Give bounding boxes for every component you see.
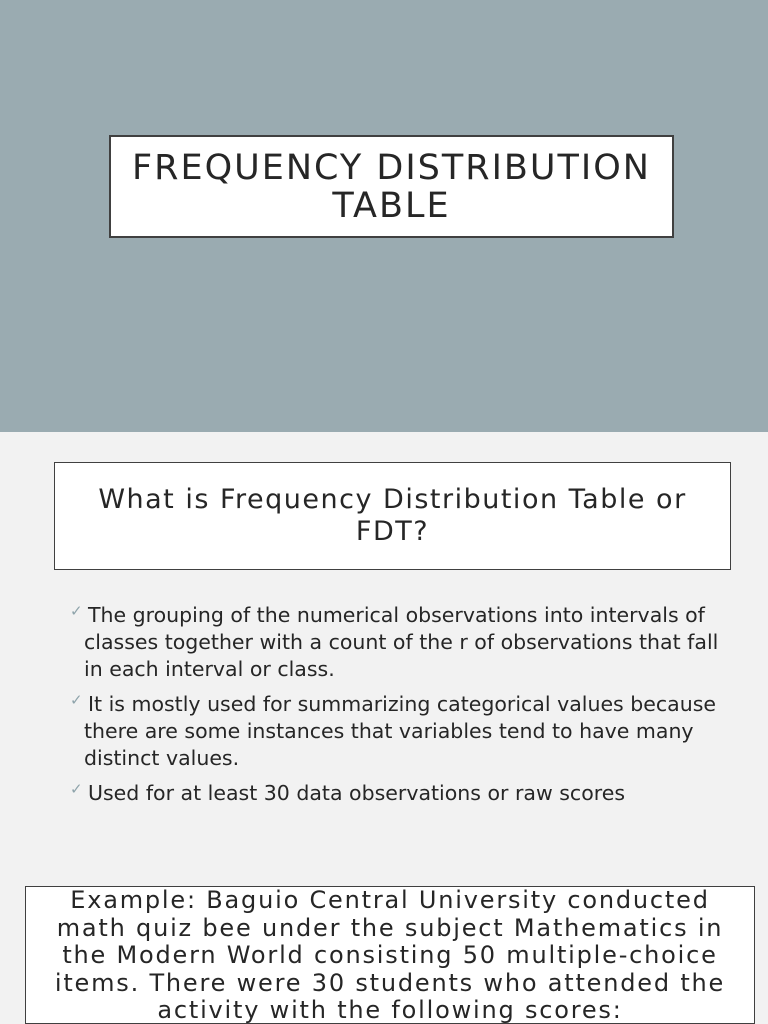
bullet-text: Used for at least 30 data observations or raw scores <box>88 781 626 805</box>
bullet-text: The grouping of the numerical observations into intervals of classes together with a count of the r of observations that fall in each interval or class. <box>84 603 719 681</box>
title-slide <box>0 0 768 432</box>
title-box <box>109 135 674 238</box>
example-text: Example: Baguio Central University conducted math quiz bee under the subject Mathematics in the Modern World consisting 50 multiple-choice items. There were 30 students who attended the activity with the following scores: <box>54 886 726 1024</box>
question-box <box>54 462 731 570</box>
list-item <box>70 602 730 683</box>
list-item <box>70 691 730 772</box>
list-item <box>70 780 730 807</box>
check-icon: ✓ <box>70 602 83 620</box>
example-box <box>25 886 755 1024</box>
question-heading: What is Frequency Distribution Table or FDT? <box>98 484 687 547</box>
bullet-text: It is mostly used for summarizing categorical values because there are some instances that variables tend to have many distinct values. <box>84 692 717 770</box>
slide-title: FREQUENCY DISTRIBUTION TABLE <box>132 147 651 226</box>
check-icon: ✓ <box>70 691 83 709</box>
bullet-list <box>70 602 730 815</box>
check-icon: ✓ <box>70 780 83 798</box>
